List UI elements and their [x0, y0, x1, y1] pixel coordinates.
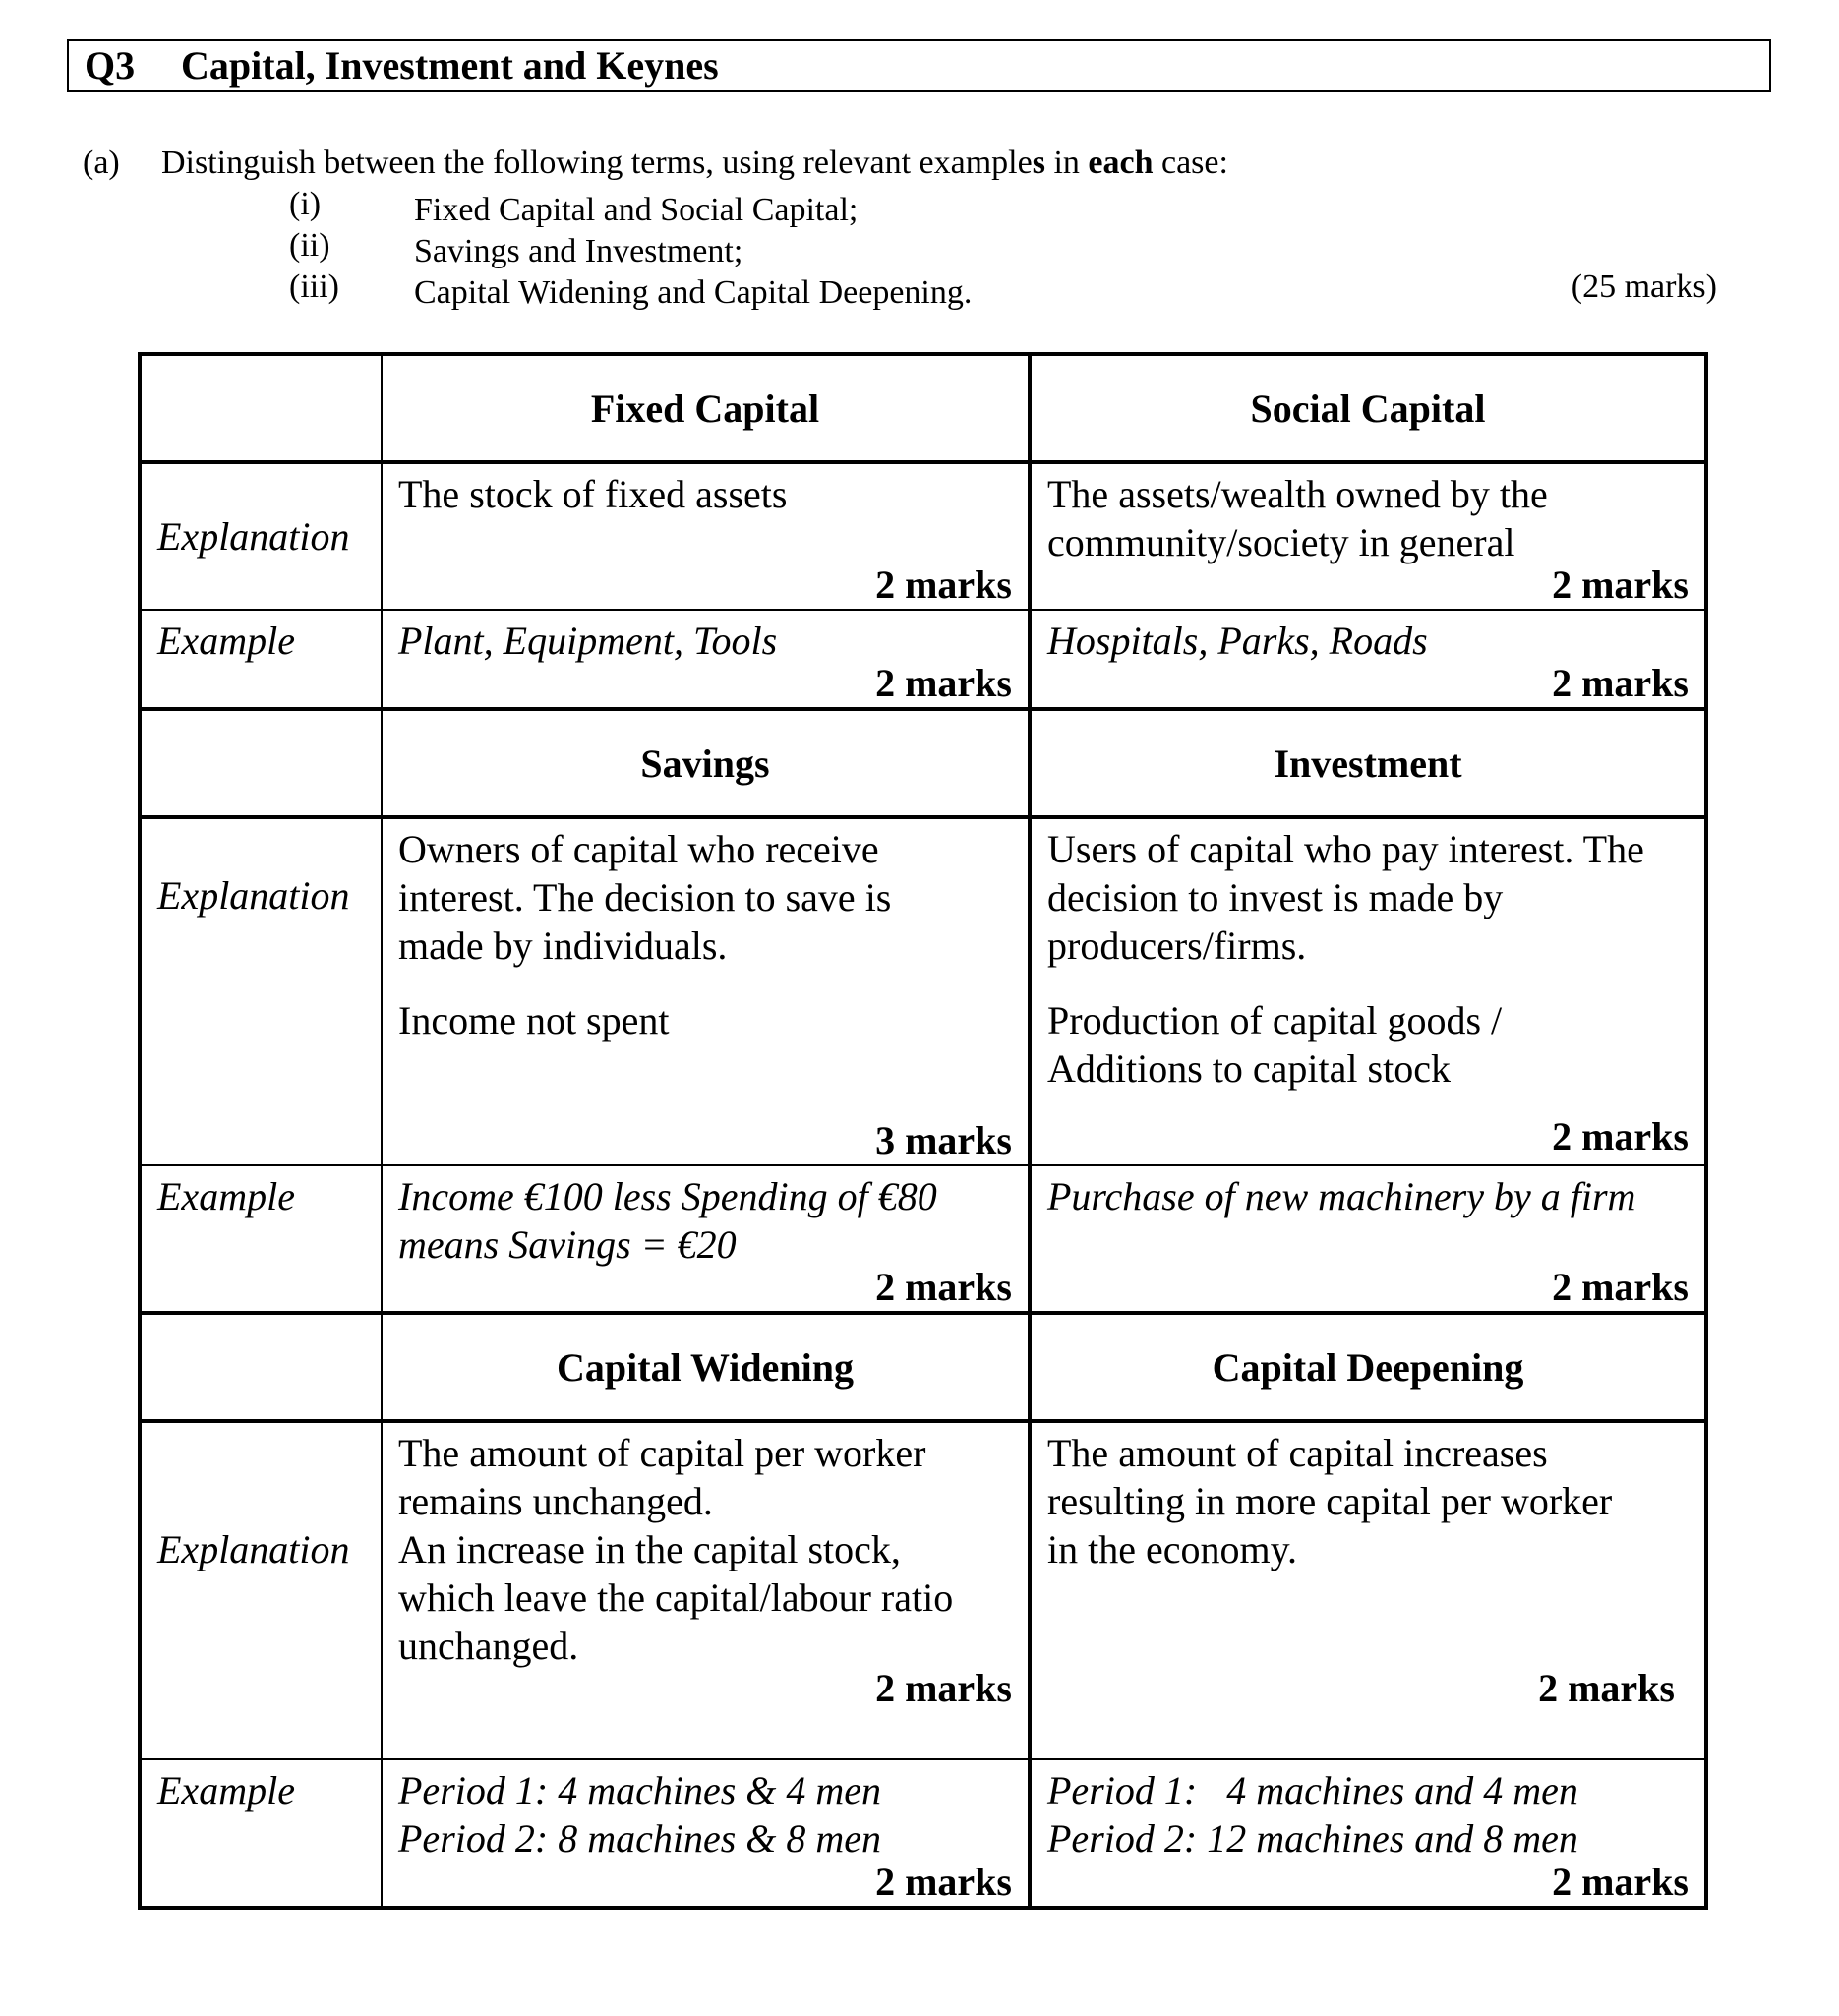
column-heading: Capital Widening: [382, 1313, 1030, 1421]
row-label-explanation: Explanation: [157, 1527, 350, 1571]
row-label-example: Example: [157, 1174, 295, 1218]
marks-badge: 2 marks: [875, 1265, 1012, 1309]
marks-badge: 2 marks: [1552, 1860, 1689, 1904]
section-heading-row: [140, 354, 1706, 462]
example-row: Example Plant, Equipment, Tools 2 marks Hospitals, Parks, Roads 2 marks: [140, 610, 1706, 709]
answer-table: [138, 352, 1708, 1910]
row-label-example: Example: [157, 619, 295, 663]
marks-badge: 3 marks: [875, 1118, 1012, 1162]
part-a-stem: Distinguish between the following terms, using relevant examples in each case:: [161, 145, 1228, 181]
row-label-example: Example: [157, 1768, 295, 1812]
part-a-intro: [83, 143, 1745, 311]
example-row: Example Period 1: 4 machines & 4 men Period 2: 8 machines & 8 men 2 marks Period 1: 4 machines and 4 men Period 2: 12 machines and 8 men 2 marks: [140, 1759, 1706, 1908]
question-header: [67, 39, 1771, 92]
marks-badge: 2 marks: [1552, 1114, 1689, 1158]
column-heading: Investment: [1030, 709, 1706, 817]
section-heading-row: [140, 709, 1706, 817]
example-row: Example Income €100 less Spending of €80 means Savings = €20 2 marks Purchase of new machinery by a firm 2 marks: [140, 1165, 1706, 1313]
column-heading: Social Capital: [1030, 354, 1706, 462]
marks-badge: 2 marks: [1552, 1265, 1689, 1309]
column-heading: Fixed Capital: [382, 354, 1030, 462]
question-number: Q3: [85, 43, 136, 88]
marks-badge: 2 marks: [875, 661, 1012, 705]
part-a-item: (i) Fixed Capital and Social Capital;: [289, 186, 859, 228]
marks-badge: 2 marks: [1552, 661, 1689, 705]
marks-badge: 2 marks: [875, 563, 1012, 607]
marks-badge: 2 marks: [1538, 1666, 1675, 1710]
explanation-row: Explanation The amount of capital per worker remains unchanged. An increase in the capital stock, which leave the capital/labour ratio unchanged. 2 marks The amount of capital increases resulting in more capital per worker in the economy. 2 marks: [140, 1421, 1706, 1759]
explanation-row: Explanation The stock of fixed assets 2 marks The assets/wealth owned by the community/society in general 2 marks: [140, 462, 1706, 610]
row-label-explanation: Explanation: [157, 873, 350, 918]
part-a-item: (ii) Savings and Investment;: [289, 227, 743, 269]
column-heading: Savings: [382, 709, 1030, 817]
marks-badge: 2 marks: [875, 1666, 1012, 1710]
row-label-explanation: Explanation: [140, 462, 382, 610]
part-a-item: (iii) Capital Widening and Capital Deepening. (25 marks): [289, 268, 1717, 311]
question-title: Capital, Investment and Keynes: [181, 43, 719, 88]
part-a-label: (a): [83, 145, 120, 181]
section-heading-row: [140, 1313, 1706, 1421]
part-a-marks: (25 marks): [1571, 268, 1717, 305]
marks-badge: 2 marks: [875, 1860, 1012, 1904]
marks-badge: 2 marks: [1552, 563, 1689, 607]
explanation-row: Explanation Owners of capital who receive interest. The decision to save is made by individuals. Income not spent 3 marks Users of capital who pay interest. The decision to invest is made by producers/firms. Production of capital goods / Additions to capital stock 2 marks: [140, 817, 1706, 1165]
column-heading: Capital Deepening: [1030, 1313, 1706, 1421]
